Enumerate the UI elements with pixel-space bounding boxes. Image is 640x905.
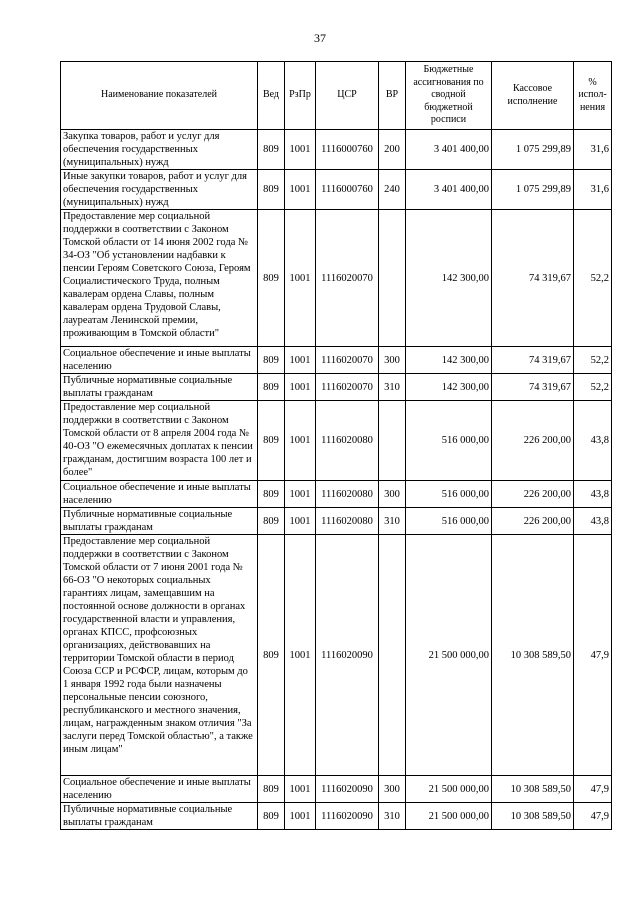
cell-vr: 310 [379,803,406,830]
cell-vr: 240 [379,170,406,210]
cell-budget: 516 000,00 [406,508,492,535]
cell-csr: 1116020070 [316,347,379,374]
cell-cash: 226 200,00 [492,401,574,481]
table-row [61,776,612,803]
header-ved: Вед [258,62,285,130]
cell-name: Публичные нормативные социальные выплаты гражданам [61,508,258,535]
cell-rzpr: 1001 [285,210,316,347]
cell-name: Предоставление мер социальной поддержки в соответствии с Законом Томской области от 8 апреля 2004 года № 40-ОЗ "О ежемесячных доплатах к пенсии гражданам, достигшим возраста 100 лет и более" [61,401,258,481]
cell-ved: 809 [258,508,285,535]
table-row [61,210,612,347]
page-number: 37 [314,31,326,45]
cell-percent: 47,9 [574,803,612,830]
cell-ved: 809 [258,535,285,776]
cell-ved: 809 [258,347,285,374]
cell-cash: 74 319,67 [492,374,574,401]
cell-rzpr: 1001 [285,374,316,401]
header-budget: Бюджетные ассигнования по сводной бюджетной росписи [406,62,492,130]
table-row [61,347,612,374]
header-rzpr: РзПр [285,62,316,130]
cell-csr: 1116020070 [316,374,379,401]
cell-rzpr: 1001 [285,535,316,776]
cell-percent: 43,8 [574,401,612,481]
cell-csr: 1116020070 [316,210,379,347]
cell-csr: 1116000760 [316,130,379,170]
cell-name: Закупка товаров, работ и услуг для обеспечения государственных (муниципальных) нужд [61,130,258,170]
cell-vr [379,535,406,776]
cell-name: Публичные нормативные социальные выплаты гражданам [61,374,258,401]
cell-budget: 3 401 400,00 [406,170,492,210]
cell-cash: 74 319,67 [492,347,574,374]
cell-csr: 1116020090 [316,776,379,803]
header-name: Наименование показателей [61,62,258,130]
cell-vr [379,401,406,481]
cell-cash: 226 200,00 [492,508,574,535]
cell-ved: 809 [258,803,285,830]
cell-ved: 809 [258,130,285,170]
cell-rzpr: 1001 [285,508,316,535]
cell-name: Иные закупки товаров, работ и услуг для обеспечения государственных (муниципальных) нужд [61,170,258,210]
cell-vr: 200 [379,130,406,170]
cell-rzpr: 1001 [285,481,316,508]
header-row [61,62,612,130]
header-csr: ЦСР [316,62,379,130]
cell-vr: 300 [379,481,406,508]
cell-budget: 516 000,00 [406,401,492,481]
cell-name: Социальное обеспечение и иные выплаты населению [61,776,258,803]
cell-percent: 47,9 [574,535,612,776]
table-row [61,535,612,776]
cell-cash: 1 075 299,89 [492,170,574,210]
cell-cash: 10 308 589,50 [492,776,574,803]
cell-budget: 21 500 000,00 [406,776,492,803]
cell-ved: 809 [258,776,285,803]
cell-rzpr: 1001 [285,803,316,830]
cell-csr: 1116020090 [316,535,379,776]
header-vr: ВР [379,62,406,130]
cell-percent: 43,8 [574,481,612,508]
cell-percent: 43,8 [574,508,612,535]
cell-ved: 809 [258,401,285,481]
cell-rzpr: 1001 [285,130,316,170]
cell-rzpr: 1001 [285,347,316,374]
table-row [61,374,612,401]
cell-budget: 3 401 400,00 [406,130,492,170]
cell-vr: 300 [379,776,406,803]
cell-percent: 31,6 [574,170,612,210]
cell-ved: 809 [258,374,285,401]
cell-rzpr: 1001 [285,776,316,803]
cell-csr: 1116020080 [316,508,379,535]
cell-name: Социальное обеспечение и иные выплаты населению [61,481,258,508]
cell-budget: 142 300,00 [406,210,492,347]
cell-percent: 52,2 [574,210,612,347]
budget-table [60,61,612,830]
cell-cash: 10 308 589,50 [492,803,574,830]
cell-ved: 809 [258,170,285,210]
cell-name: Предоставление мер социальной поддержки в соответствии с Законом Томской области от 7 июня 2001 года № 66-ОЗ "О некоторых социальных гарантиях лицам, замещавшим на постоянной основе должности в органах государственной власти и управления, органах КПСС, профсоюзных организациях, действовавших на территории Томской области в период Союза ССР и РСФСР, лицам, которым до 1 января 1992 года были назначены персональные пенсии союзного, республиканского и местного значения, лицам, награжденным знаком отличия "За заслуги перед Томской областью", а также иным лицам" [61,535,258,776]
cell-percent: 52,2 [574,374,612,401]
cell-vr: 300 [379,347,406,374]
cell-vr: 310 [379,374,406,401]
table-row [61,803,612,830]
header-percent: % испол-нения [574,62,612,130]
cell-percent: 31,6 [574,130,612,170]
table-row [61,130,612,170]
cell-budget: 142 300,00 [406,347,492,374]
cell-budget: 21 500 000,00 [406,535,492,776]
cell-budget: 142 300,00 [406,374,492,401]
table-row [61,170,612,210]
cell-csr: 1116020080 [316,401,379,481]
cell-name: Социальное обеспечение и иные выплаты населению [61,347,258,374]
cell-budget: 516 000,00 [406,481,492,508]
cell-cash: 10 308 589,50 [492,535,574,776]
cell-cash: 226 200,00 [492,481,574,508]
cell-percent: 52,2 [574,347,612,374]
cell-name: Публичные нормативные социальные выплаты гражданам [61,803,258,830]
cell-budget: 21 500 000,00 [406,803,492,830]
cell-name: Предоставление мер социальной поддержки в соответствии с Законом Томской области от 14 июня 2002 года № 34-ОЗ "Об установлении надбавки к пенсии Героям Советского Союза, Героям Социалистического Труда, полным кавалерам ордена Славы, полным кавалерам ордена Трудовой Славы, лауреатам Ленинской премии, проживающим в Томской области" [61,210,258,347]
cell-vr: 310 [379,508,406,535]
cell-rzpr: 1001 [285,170,316,210]
table-row [61,508,612,535]
cell-cash: 74 319,67 [492,210,574,347]
cell-ved: 809 [258,210,285,347]
cell-csr: 1116020090 [316,803,379,830]
cell-percent: 47,9 [574,776,612,803]
cell-vr [379,210,406,347]
header-cash: Кассовое исполнение [492,62,574,130]
cell-rzpr: 1001 [285,401,316,481]
cell-csr: 1116020080 [316,481,379,508]
cell-csr: 1116000760 [316,170,379,210]
table-row [61,401,612,481]
cell-cash: 1 075 299,89 [492,130,574,170]
table-row [61,481,612,508]
cell-ved: 809 [258,481,285,508]
